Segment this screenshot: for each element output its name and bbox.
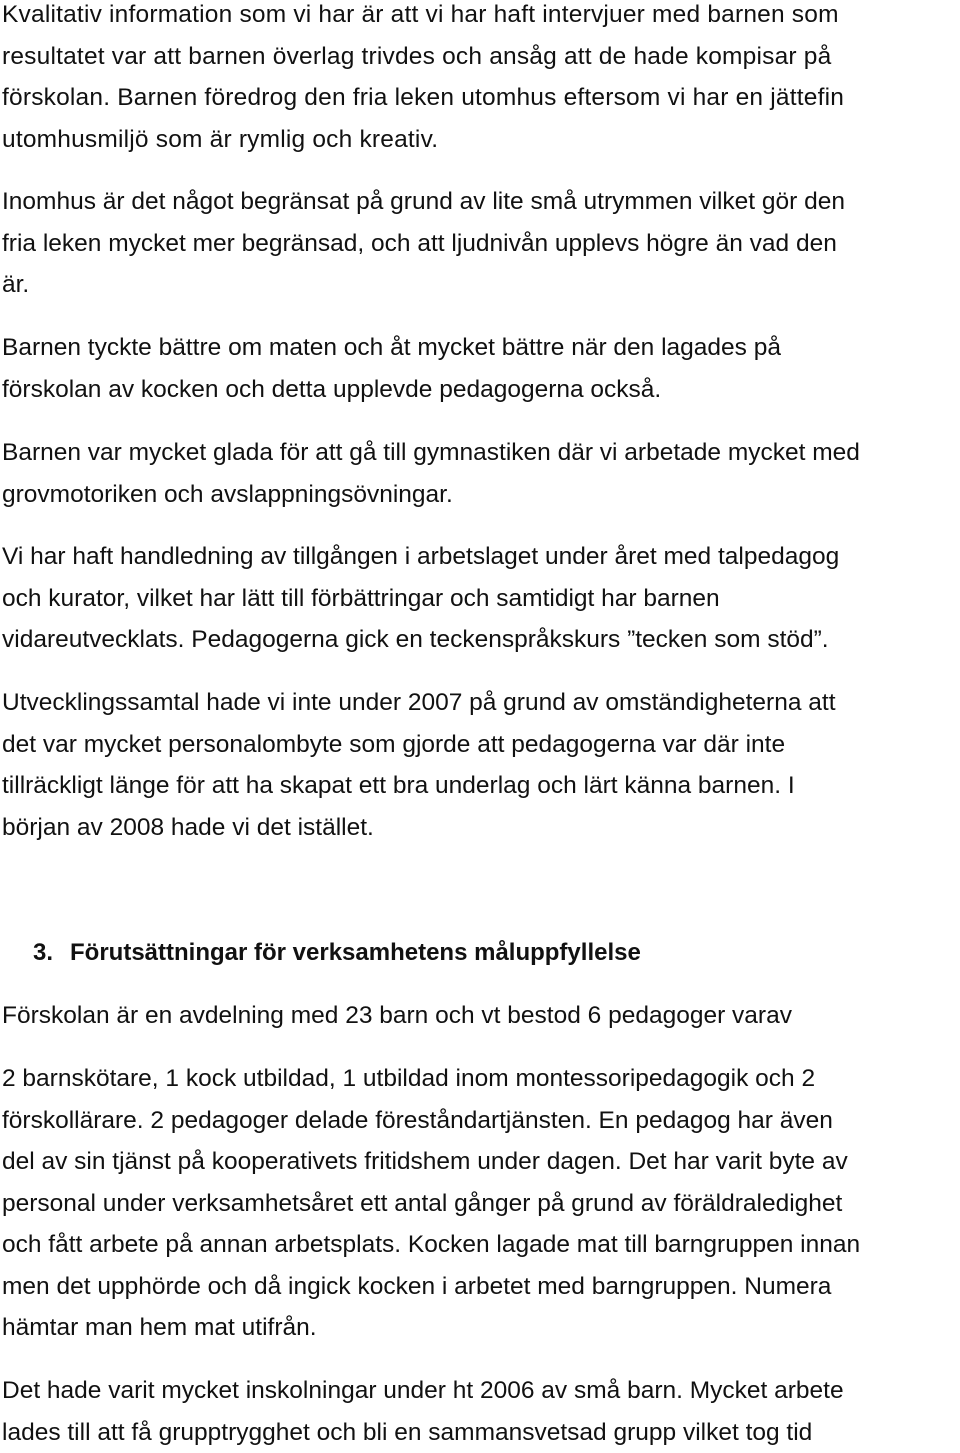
text-line: förskollärare. 2 pedagoger delade föreståndartjänsten. En pedagog har även [2, 1100, 860, 1142]
text-line: vidareutvecklats. Pedagogerna gick en teckenspråkskurs ”tecken som stöd”. [2, 619, 839, 661]
text-line: Barnen tyckte bättre om maten och åt mycket bättre när den lagades på [2, 327, 781, 369]
section-title: Förutsättningar för verksamhetens måluppfyllelse [70, 939, 641, 966]
section-heading [33, 932, 641, 974]
text-line: lades till att få grupptrygghet och bli en sammansvetsad grupp vilket tog tid [2, 1412, 844, 1453]
text-line: Inomhus är det något begränsat på grund av lite små utrymmen vilket gör den [2, 181, 845, 223]
text-line: utomhusmiljö som är rymlig och kreativ. [2, 119, 844, 161]
text-line: är. [2, 264, 845, 306]
text-line: Kvalitativ information som vi har är att vi har haft intervjuer med barnen som [2, 0, 844, 36]
text-line: Utvecklingssamtal hade vi inte under 2007 på grund av omständigheterna att [2, 682, 836, 724]
text-line: och fått arbete på annan arbetsplats. Kocken lagade mat till barngruppen innan [2, 1224, 860, 1266]
text-line: resultatet var att barnen överlag trivdes och ansåg att de hade kompisar på [2, 36, 844, 78]
paragraph [2, 682, 836, 848]
text-line: förskolan. Barnen föredrog den fria leken utomhus eftersom vi har en jättefin [2, 77, 844, 119]
text-line: men det upphörde och då ingick kocken i arbetet med barngruppen. Numera [2, 1266, 860, 1308]
text-line: början av 2008 hade vi det istället. [2, 807, 836, 849]
paragraph [2, 181, 845, 306]
section-number: 3. [33, 932, 70, 974]
paragraph [2, 0, 844, 160]
text-line: tillräckligt länge för att ha skapat ett bra underlag och lärt känna barnen. I [2, 765, 836, 807]
text-line: Förskolan är en avdelning med 23 barn och vt bestod 6 pedagoger varav [2, 995, 792, 1037]
text-line: hämtar man hem mat utifrån. [2, 1307, 860, 1349]
paragraph [2, 432, 860, 515]
text-line: 2 barnskötare, 1 kock utbildad, 1 utbildad inom montessoripedagogik och 2 [2, 1058, 860, 1100]
paragraph [2, 327, 781, 410]
text-line: personal under verksamhetsåret ett antal gånger på grund av föräldraledighet [2, 1183, 860, 1225]
paragraph [2, 536, 839, 661]
paragraph [2, 1058, 860, 1349]
paragraph [2, 995, 792, 1037]
paragraph [2, 1370, 844, 1453]
text-line: förskolan av kocken och detta upplevde pedagogerna också. [2, 369, 781, 411]
text-line: Vi har haft handledning av tillgången i arbetslaget under året med talpedagog [2, 536, 839, 578]
text-line: Det hade varit mycket inskolningar under ht 2006 av små barn. Mycket arbete [2, 1370, 844, 1412]
text-line: grovmotoriken och avslappningsövningar. [2, 474, 860, 516]
text-line: del av sin tjänst på kooperativets fritidshem under dagen. Det har varit byte av [2, 1141, 860, 1183]
text-line: fria leken mycket mer begränsad, och att ljudnivån upplevs högre än vad den [2, 223, 845, 265]
text-line: Barnen var mycket glada för att gå till gymnastiken där vi arbetade mycket med [2, 432, 860, 474]
text-line: och kurator, vilket har lätt till förbättringar och samtidigt har barnen [2, 578, 839, 620]
text-line: det var mycket personalombyte som gjorde att pedagogerna var där inte [2, 724, 836, 766]
